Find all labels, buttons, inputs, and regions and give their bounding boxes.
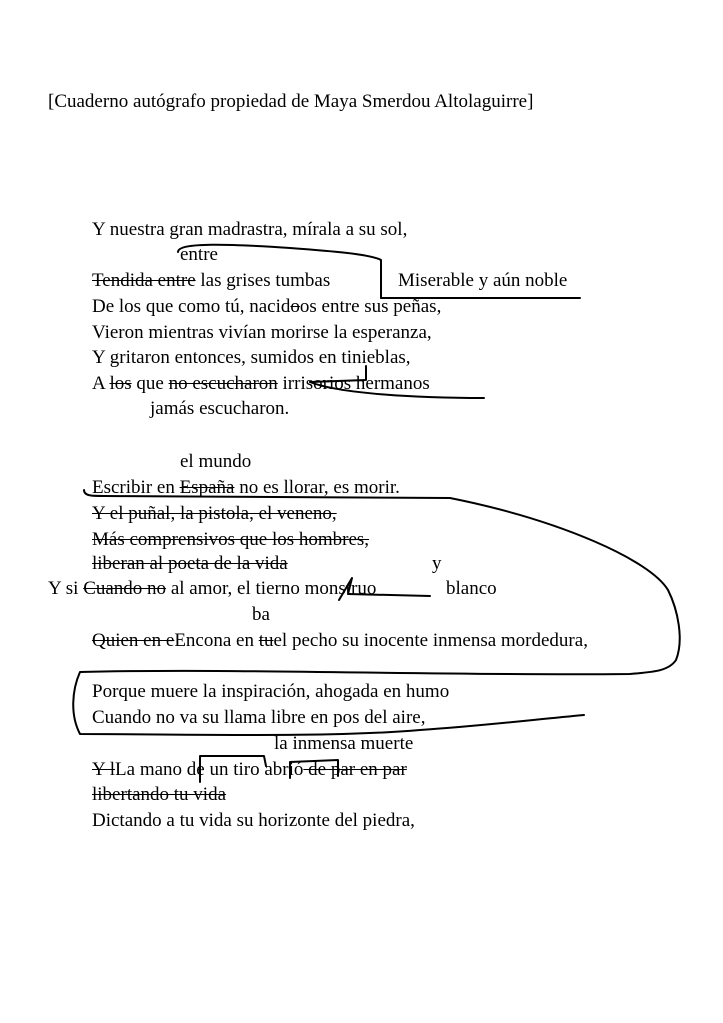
struck-text: no escucharon xyxy=(168,373,278,394)
struck-text: Y l xyxy=(92,759,116,780)
verse-text: irrisorios hermanos xyxy=(277,373,430,394)
struck-text: Cuando no xyxy=(83,578,167,599)
struck-text: tu xyxy=(258,630,274,651)
verse-line xyxy=(92,630,588,652)
verse-text: Encona en xyxy=(174,630,259,651)
verse-text: las grises tumbas xyxy=(195,270,331,291)
verse-text: al amor, el tierno monstruo xyxy=(166,578,377,599)
verse-text: La mano de un tiro abrió xyxy=(115,759,304,780)
struck-text: de par en par xyxy=(303,759,407,780)
verse-line xyxy=(92,477,400,499)
verse-line: Cuando no va su llama libre en pos del aire, xyxy=(92,707,426,728)
struck-text: o xyxy=(290,296,300,317)
insertion-inline: blanco xyxy=(446,578,497,599)
insertion-above: ba xyxy=(252,604,270,625)
verse-line xyxy=(48,578,376,600)
verse-line: Vieron mientras vivían morirse la esperanza, xyxy=(92,322,432,343)
verse-line: Dictando a tu vida su horizonte del piedra, xyxy=(92,810,415,831)
verse-line: Porque muere la inspiración, ahogada en humo xyxy=(92,681,450,702)
verse-line xyxy=(92,296,441,318)
insertion-above: y xyxy=(432,553,442,574)
insertion-above: entre xyxy=(180,244,218,265)
struck-line: liberan al poeta de la vida xyxy=(92,553,288,574)
verse-text: De los que como tú, nacid xyxy=(92,296,291,317)
verse-line: Y nuestra gran madrastra, mírala a su sol, xyxy=(92,219,408,240)
struck-text: Tendida entre xyxy=(92,270,196,291)
insertion-above: la inmensa muerte xyxy=(274,733,414,754)
verse-text: que xyxy=(131,373,169,394)
struck-text: España xyxy=(179,477,235,498)
struck-line: libertando tu vida xyxy=(92,784,227,805)
verse-line xyxy=(92,759,407,781)
verse-text: no es llorar, es morir. xyxy=(234,477,400,498)
verse-text: el pecho su inocente inmensa mordedura, xyxy=(273,630,588,651)
verse-line xyxy=(92,270,330,292)
struck-text: Quien en e xyxy=(92,630,175,651)
margin-variant: Miserable y aún noble xyxy=(398,270,568,291)
insertion-above: el mundo xyxy=(180,451,252,472)
struck-line: Más comprensivos que los hombres, xyxy=(92,529,370,550)
verse-line: jamás escucharon. xyxy=(150,398,290,419)
verse-text: A xyxy=(92,373,110,394)
verse-line xyxy=(92,373,430,395)
verse-text: os entre sus peñas, xyxy=(299,296,442,317)
verse-text: Escribir en xyxy=(92,477,180,498)
notebook-header: [Cuaderno autógrafo propiedad de Maya Smerdou Altolaguirre] xyxy=(48,91,534,112)
struck-text: los xyxy=(109,373,132,394)
verse-line: Y gritaron entonces, sumidos en tinieblas, xyxy=(92,347,411,368)
struck-line: Y el puñal, la pistola, el veneno, xyxy=(92,503,337,524)
verse-text: Y si xyxy=(48,578,84,599)
